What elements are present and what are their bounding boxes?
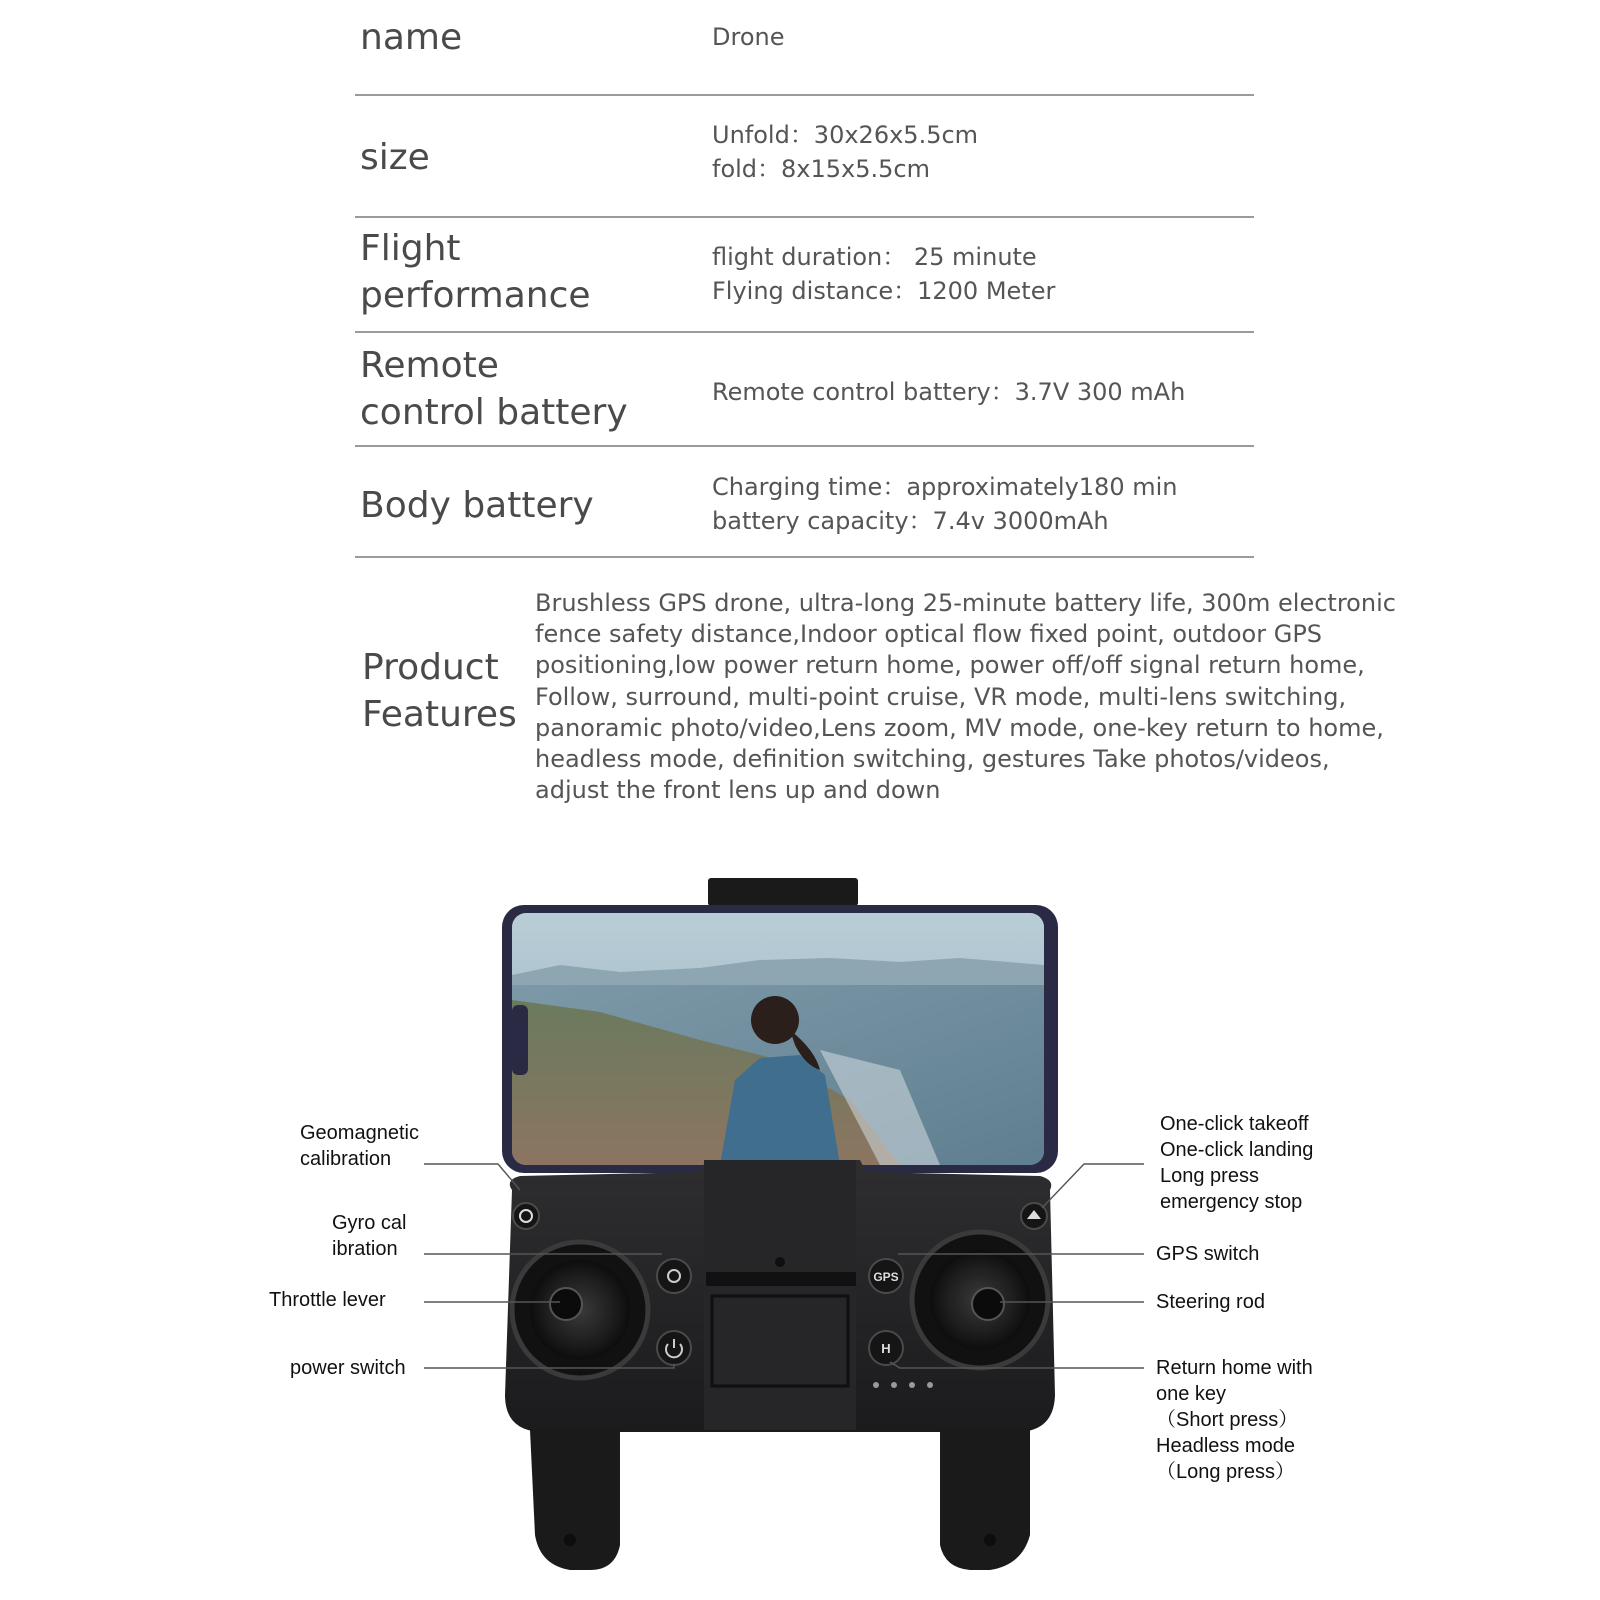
spec-value-name bbox=[712, 20, 784, 54]
divider bbox=[355, 94, 1254, 96]
callout-takeoff-landing bbox=[1160, 1111, 1313, 1215]
spec-label-line: performance bbox=[360, 275, 591, 316]
callout-line: Return home with bbox=[1156, 1357, 1313, 1379]
callout-line: （Long press） bbox=[1156, 1461, 1295, 1483]
callout-steering-rod bbox=[1156, 1289, 1265, 1315]
spec-label-line: size bbox=[360, 137, 430, 178]
callout-line: one key bbox=[1156, 1383, 1227, 1405]
remote-controller-illustration bbox=[0, 860, 1600, 1600]
callout-line: power switch bbox=[290, 1357, 406, 1379]
spec-value-line: flight duration： 25 minute bbox=[712, 243, 1037, 271]
spec-value-flight bbox=[712, 240, 1055, 308]
gps-button-label: GPS bbox=[873, 1270, 899, 1284]
callout-line: Steering rod bbox=[1156, 1291, 1265, 1313]
divider bbox=[355, 556, 1254, 558]
features-text-line: adjust the front lens up and down bbox=[535, 776, 941, 805]
gps-switch-button[interactable] bbox=[869, 1259, 903, 1293]
phone-screen-photo bbox=[512, 913, 1044, 1165]
steering-rod-stick[interactable] bbox=[912, 1232, 1048, 1368]
spec-value-body-battery bbox=[712, 470, 1177, 538]
return-home-button[interactable] bbox=[869, 1331, 903, 1365]
features-text bbox=[535, 588, 1396, 806]
gyro-calibration-button[interactable] bbox=[657, 1259, 691, 1293]
callout-return-home bbox=[1156, 1355, 1313, 1485]
spec-label-line: name bbox=[360, 17, 463, 58]
spec-label-size bbox=[360, 134, 430, 181]
callout-power-switch bbox=[290, 1355, 406, 1381]
spec-label-line: Body battery bbox=[360, 485, 594, 526]
geomagnetic-calibration-button[interactable] bbox=[513, 1203, 539, 1229]
callout-line: One-click takeoff bbox=[1160, 1113, 1309, 1135]
power-switch-button[interactable] bbox=[657, 1331, 691, 1365]
features-text-line: fence safety distance,Indoor optical flow fixed point, outdoor GPS bbox=[535, 620, 1323, 649]
callout-line: Geomagnetic bbox=[300, 1122, 419, 1144]
divider bbox=[355, 445, 1254, 447]
callout-line: calibration bbox=[300, 1148, 392, 1170]
spec-value-line: battery capacity：7.4v 3000mAh bbox=[712, 507, 1109, 535]
spec-label-remote-battery bbox=[360, 342, 628, 436]
callout-line: One-click landing bbox=[1160, 1139, 1314, 1161]
spec-value-size bbox=[712, 118, 978, 186]
spec-value-line: Remote control battery：3.7V 300 mAh bbox=[712, 378, 1186, 406]
phone-clamp bbox=[708, 878, 858, 906]
callout-line: ibration bbox=[332, 1238, 398, 1260]
spec-value-line: fold：8x15x5.5cm bbox=[712, 155, 930, 183]
spec-value-line: Charging time：approximately180 min bbox=[712, 473, 1178, 501]
spec-label-line: control battery bbox=[360, 392, 628, 433]
features-text-line: Brushless GPS drone, ultra-long 25-minute battery life, 300m electronic bbox=[535, 589, 1396, 617]
features-text-line: headless mode, definition switching, gestures Take photos/videos, bbox=[535, 745, 1330, 774]
callout-line: emergency stop bbox=[1160, 1191, 1303, 1213]
callout-line: Gyro cal bbox=[332, 1212, 407, 1234]
throttle-lever-stick[interactable] bbox=[512, 1242, 648, 1378]
callout-line: Long press bbox=[1160, 1165, 1259, 1187]
callout-line: Headless mode bbox=[1156, 1435, 1295, 1457]
right-handle bbox=[940, 1430, 1030, 1570]
divider bbox=[355, 216, 1254, 218]
spec-label-flight bbox=[360, 225, 591, 319]
features-label bbox=[362, 644, 517, 738]
spec-value-line: Flying distance：1200 Meter bbox=[712, 277, 1056, 305]
spec-label-body-battery bbox=[360, 482, 594, 529]
callout-line: GPS switch bbox=[1156, 1243, 1260, 1265]
callout-gyro-calibration bbox=[332, 1210, 406, 1262]
spec-value-line: Unfold：30x26x5.5cm bbox=[712, 121, 979, 149]
divider bbox=[355, 331, 1254, 333]
features-text-line: panoramic photo/video,Lens zoom, MV mode, one-key return to home, bbox=[535, 713, 1384, 742]
left-handle bbox=[530, 1430, 620, 1570]
home-button-label: H bbox=[881, 1341, 891, 1356]
callout-line: Throttle lever bbox=[269, 1289, 386, 1311]
spec-value-remote-battery bbox=[712, 375, 1185, 409]
callout-geomagnetic-calibration bbox=[300, 1120, 419, 1172]
callout-line: （Short press） bbox=[1156, 1409, 1299, 1431]
features-label-line: Features bbox=[362, 694, 517, 735]
spec-value-line: Drone bbox=[712, 23, 785, 51]
spec-label-line: Remote bbox=[360, 345, 499, 386]
callout-throttle-lever bbox=[269, 1287, 386, 1313]
callout-gps-switch bbox=[1156, 1241, 1259, 1267]
spec-label-name bbox=[360, 14, 462, 61]
features-text-line: positioning,low power return home, power off/off signal return home, bbox=[535, 651, 1365, 680]
features-text-line: Follow, surround, multi-point cruise, VR mode, multi-lens switching, bbox=[535, 682, 1347, 711]
features-label-line: Product bbox=[362, 647, 499, 688]
spec-label-line: Flight bbox=[360, 228, 461, 269]
